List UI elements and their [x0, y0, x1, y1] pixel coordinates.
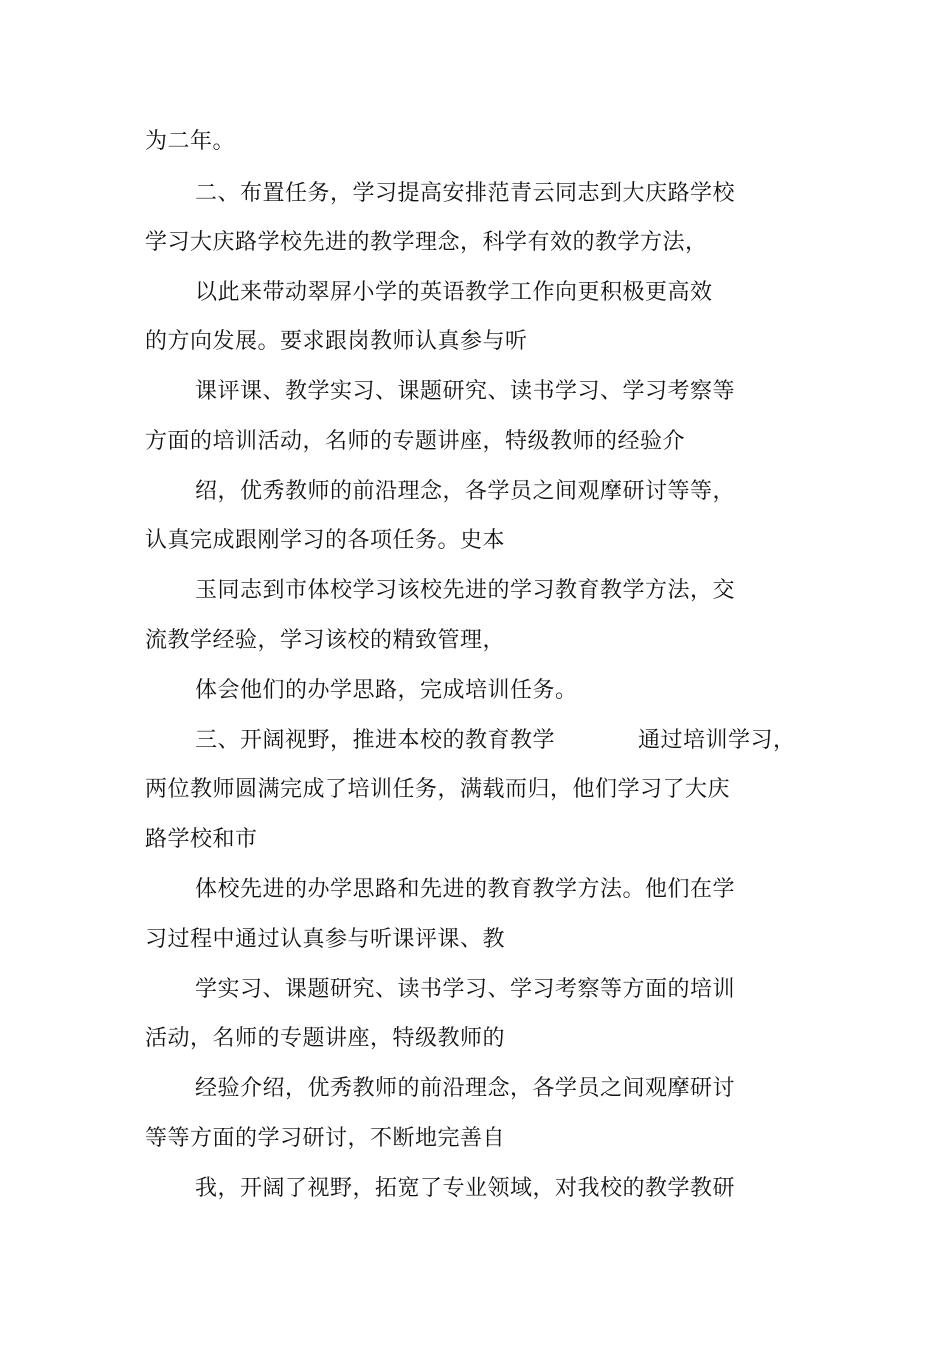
text-line: 等等方面的学习研讨，不断地完善自 [145, 1126, 506, 1151]
text-line: 两位教师圆满完成了培训任务，满载而归，他们学习了大庆 [145, 777, 731, 802]
text-line: 认真完成跟刚学习的各项任务。史本 [145, 528, 506, 553]
text-line: 体会他们的办学思路，完成培训任务。 [195, 678, 578, 703]
text-line: 以此来带动翠屏小学的英语教学工作向更积极更高效 [195, 280, 713, 305]
text-line: 三、开阔视野，推进本校的教育教学 [195, 728, 556, 753]
text-line: 玉同志到市体校学习该校先进的学习教育教学方法，交 [195, 578, 736, 603]
text-line: 的方向发展。要求跟岗教师认真参与听 [145, 329, 528, 354]
text-line: 路学校和市 [145, 827, 258, 852]
text-line: 绍，优秀教师的前沿理念，各学员之间观摩研讨等等， [195, 479, 736, 504]
text-line: 二、布置任务，学习提高安排范青云同志到大庆路学校 [195, 181, 736, 206]
text-line: 学习大庆路学校先进的教学理念，科学有效的教学方法， [145, 230, 708, 255]
text-line: 学实习、课题研究、读书学习、学习考察等方面的培训 [195, 977, 736, 1002]
text-line: 方面的培训活动，名师的专题讲座，特级教师的经验介 [145, 429, 686, 454]
text-line: 经验介绍，优秀教师的前沿理念，各学员之间观摩研讨 [195, 1076, 736, 1101]
text-line: 通过培训学习， [638, 728, 796, 753]
text-line: 流教学经验，学习该校的精致管理， [145, 628, 506, 653]
text-line: 体校先进的办学思路和先进的教育教学方法。他们在学 [195, 877, 736, 902]
text-line: 课评课、教学实习、课题研究、读书学习、学习考察等 [195, 379, 736, 404]
text-line: 习过程中通过认真参与听课评课、教 [145, 927, 506, 952]
text-line: 我，开阔了视野，拓宽了专业领域，对我校的教学教研 [195, 1176, 736, 1201]
text-line: 活动，名师的专题讲座，特级教师的 [145, 1026, 506, 1051]
text-line: 为二年。 [145, 129, 236, 154]
